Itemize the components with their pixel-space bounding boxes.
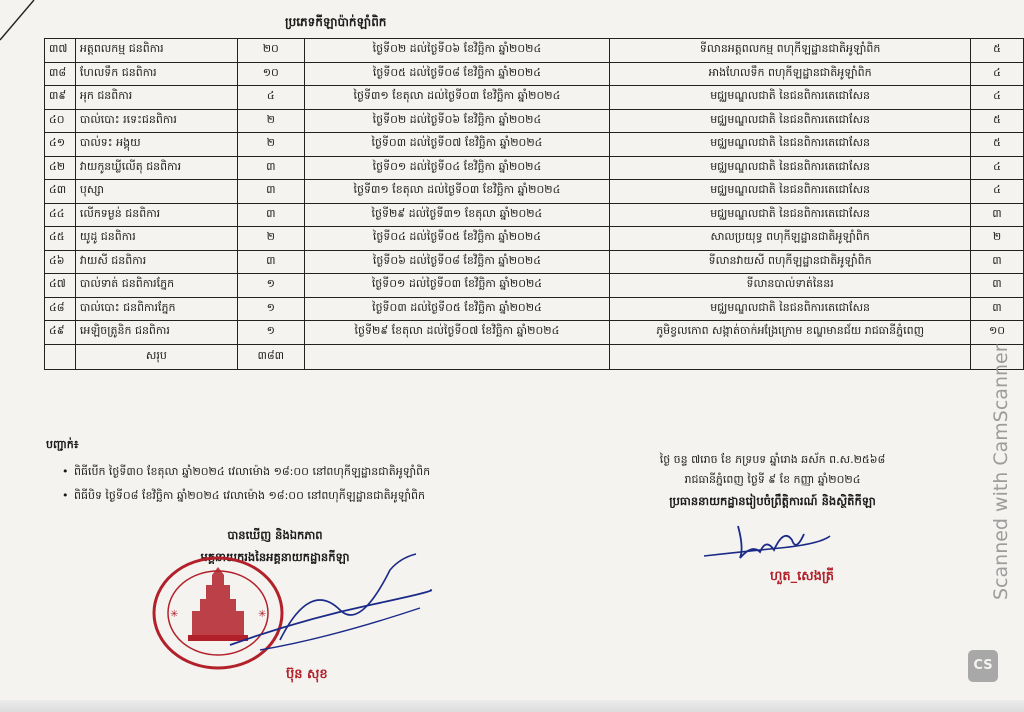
venue: មជ្ឈមណ្ឌលជាតិ នៃជនពិការតេជោសែន bbox=[610, 86, 971, 110]
duration-days: ៣ bbox=[971, 297, 1024, 321]
duration-days: ៤ bbox=[971, 180, 1024, 204]
venue: មជ្ឈមណ្ឌលជាតិ នៃជនពិការតេជោសែន bbox=[610, 203, 971, 227]
competition-dates: ថ្ងៃទី២៩ ដល់ថ្ងៃទី៣១ ខែតុលា ឆ្នាំ២០២៤ bbox=[304, 203, 610, 227]
event-count: ៣ bbox=[237, 180, 304, 204]
sport-name: បាល់ទះ អង្គុយ bbox=[75, 133, 237, 157]
signer-title-left: អគ្គនាយករងនៃអគ្គនាយកដ្ឋានកីឡា bbox=[200, 550, 350, 564]
row-number: ៤៣ bbox=[45, 180, 76, 204]
event-count: ៤ bbox=[237, 86, 304, 110]
table-row bbox=[45, 274, 1024, 298]
duration-days: ៣ bbox=[971, 274, 1024, 298]
notes-list bbox=[62, 460, 430, 508]
note-text: ពិធីបើក ថ្ងៃទី៣០ ខែតុលា ឆ្នាំ២០២៤ វេលាម៉ោង ១៨:០០ នៅពហុកីឡដ្ឋានជាតិអូឡាំពិក bbox=[74, 465, 431, 478]
total-empty-cell bbox=[610, 344, 971, 369]
row-number: ៤៨ bbox=[45, 297, 76, 321]
note-text: ពិធីបិទ ថ្ងៃទី០៨ ខែវិច្ឆិកា ឆ្នាំ២០២៤ វេលាម៉ោង ១៨:០០ នៅពហុកីឡដ្ឋានជាតិអូឡាំពិក bbox=[74, 489, 425, 502]
event-count: ២ bbox=[237, 227, 304, 251]
signature-block-right bbox=[600, 450, 945, 512]
event-count: ៣ bbox=[237, 203, 304, 227]
venue: ទីលានបាល់ទាត់នៃនរ bbox=[610, 274, 971, 298]
total-row bbox=[45, 344, 1024, 369]
venue: មជ្ឈមណ្ឌលជាតិ នៃជនពិការតេជោសែន bbox=[610, 297, 971, 321]
event-count: ២ bbox=[237, 133, 304, 157]
duration-days: ៣ bbox=[971, 250, 1024, 274]
scanner-watermark bbox=[962, 320, 1012, 690]
venue: មជ្ឈមណ្ឌលជាតិ នៃជនពិការតេជោសែន bbox=[610, 180, 971, 204]
table-row bbox=[45, 297, 1024, 321]
venue: សាលប្រយុទ្ធ ពហុកីឡដ្ឋានជាតិអូឡាំពិក bbox=[610, 227, 971, 251]
row-number: ៤៩ bbox=[45, 321, 76, 345]
competition-dates: ថ្ងៃទី០៤ ដល់ថ្ងៃទី០៥ ខែវិច្ឆិកា ឆ្នាំ២០២៤ bbox=[304, 227, 610, 251]
row-number: ៤៦ bbox=[45, 250, 76, 274]
table-row bbox=[45, 203, 1024, 227]
sport-name: បាល់ទាត់ ជនពិការភ្នែក bbox=[75, 274, 237, 298]
venue: ទីលានអត្តពលកម្ម ពហុកីឡដ្ឋានជាតិអូឡាំពិក bbox=[610, 39, 971, 63]
sport-name: លើកទម្ងន់ ជនពិការ bbox=[75, 203, 237, 227]
event-count: ១ bbox=[237, 297, 304, 321]
sport-name: អុក ជនពិការ bbox=[75, 86, 237, 110]
table-row bbox=[45, 109, 1024, 133]
row-number: ៣៨ bbox=[45, 62, 76, 86]
table-row bbox=[45, 250, 1024, 274]
table-row bbox=[45, 321, 1024, 345]
table-row bbox=[45, 227, 1024, 251]
event-count: ២ bbox=[237, 109, 304, 133]
duration-days: ៥ bbox=[971, 39, 1024, 63]
signature-mark-right bbox=[700, 518, 840, 568]
competition-dates: ថ្ងៃទី០១ ដល់ថ្ងៃទី០៣ ខែវិច្ឆិកា ឆ្នាំ២០២៤ bbox=[304, 274, 610, 298]
table-row bbox=[45, 86, 1024, 110]
venue: មជ្ឈមណ្ឌលជាតិ នៃជនពិការតេជោសែន bbox=[610, 156, 971, 180]
duration-days: ៤ bbox=[971, 86, 1024, 110]
sport-name: យូដូ ជនពិការ bbox=[75, 227, 237, 251]
table-row bbox=[45, 39, 1024, 63]
competition-dates: ថ្ងៃទី០៣ ដល់ថ្ងៃទី០៧ ខែវិច្ឆិកា ឆ្នាំ២០២៤ bbox=[304, 133, 610, 157]
notes-title: បញ្ជាក់៖ bbox=[46, 438, 79, 451]
competition-dates: ថ្ងៃទី០១ ដល់ថ្ងៃទី០៤ ខែវិច្ឆិកា ឆ្នាំ២០២៤ bbox=[304, 156, 610, 180]
competition-dates: ថ្ងៃទី០៣ ដល់ថ្ងៃទី០៥ ខែវិច្ឆិកា ឆ្នាំ២០២៤ bbox=[304, 297, 610, 321]
scan-bottom-edge bbox=[0, 700, 1024, 712]
sport-name: បុស្សា bbox=[75, 180, 237, 204]
lunar-date: ថ្ងៃ ចន្ទ ៧រោច ខែ ភទ្របទ ឆ្នាំរោង ឆស័ក ព.ស.២៥៦៨ bbox=[659, 453, 886, 466]
competition-dates: ថ្ងៃទី០២ ដល់ថ្ងៃទី០៦ ខែវិច្ឆិកា ឆ្នាំ២០២៤ bbox=[304, 39, 610, 63]
watermark-text: Scanned with CamScanner bbox=[990, 344, 1012, 600]
bullet-icon: • bbox=[62, 489, 69, 502]
competition-dates: ថ្ងៃទី២៩ ខែតុលា ដល់ថ្ងៃទី០៧ ខែវិច្ឆិកា ឆ្នាំ២០២៤ bbox=[304, 321, 610, 345]
sport-name: បាល់បោះ រទេះជនពិការ bbox=[75, 109, 237, 133]
event-count: ១ bbox=[237, 274, 304, 298]
event-count: ២០ bbox=[237, 39, 304, 63]
place-date: រាជធានីភ្នំពេញ ថ្ងៃទី ៩ ខែ កញ្ញា ឆ្នាំ២០២៤ bbox=[684, 473, 861, 486]
sport-name: អត្តពលកម្ម ជនពិការ bbox=[75, 39, 237, 63]
competition-dates: ថ្ងៃទី០៥ ដល់ថ្ងៃទី០៨ ខែវិច្ឆិកា ឆ្នាំ២០២៤ bbox=[304, 62, 610, 86]
table-row bbox=[45, 156, 1024, 180]
row-number: ៤០ bbox=[45, 109, 76, 133]
row-number: ៤២ bbox=[45, 156, 76, 180]
header-note: ប្រភេទកីឡាប៉ាក់ឡាំពិក bbox=[285, 15, 387, 29]
duration-days: ៤ bbox=[971, 156, 1024, 180]
svg-text:✳: ✳ bbox=[258, 609, 267, 620]
row-number: ៤៤ bbox=[45, 203, 76, 227]
total-label: សរុប bbox=[75, 344, 237, 369]
total-empty-cell bbox=[304, 344, 610, 369]
table-row bbox=[45, 62, 1024, 86]
signer-title-right: ប្រធាននាយកដ្ឋានរៀបចំព្រឹត្តិការណ៍ និងស្ថិតិកីឡា bbox=[669, 494, 876, 508]
row-number: ៤៧ bbox=[45, 274, 76, 298]
venue: ភូមិខ្វលកោព សង្កាត់ចាក់អង្រែក្រោម ខណ្ឌមានជ័យ រាជធានីភ្នំពេញ bbox=[610, 321, 971, 345]
row-number: ៣៩ bbox=[45, 86, 76, 110]
row-number: ៣៧ bbox=[45, 39, 76, 63]
event-count: ៣ bbox=[237, 156, 304, 180]
note-item bbox=[62, 460, 430, 484]
bullet-icon: • bbox=[62, 465, 69, 478]
note-item bbox=[62, 484, 430, 508]
event-count: ១ bbox=[237, 321, 304, 345]
duration-days: ២ bbox=[971, 227, 1024, 251]
signature-mark-left bbox=[220, 550, 440, 660]
svg-text:✳: ✳ bbox=[170, 609, 179, 620]
venue: មជ្ឈមណ្ឌលជាតិ នៃជនពិការតេជោសែន bbox=[610, 109, 971, 133]
sport-name: អេឡិចត្រូនិក ជនពិការ bbox=[75, 321, 237, 345]
approval-line: បានឃើញ និងឯកភាព bbox=[227, 528, 323, 542]
competition-dates: ថ្ងៃទី៣១ ខែតុលា ដល់ថ្ងៃទី០៣ ខែវិច្ឆិកា ឆ្នាំ២០២៤ bbox=[304, 180, 610, 204]
signer-name-right: ហួត_សេងត្រី bbox=[770, 569, 835, 584]
event-count: ១០ bbox=[237, 62, 304, 86]
duration-days: ១០ bbox=[971, 321, 1024, 345]
competition-dates: ថ្ងៃទី០២ ដល់ថ្ងៃទី០៦ ខែវិច្ឆិកា ឆ្នាំ២០២៤ bbox=[304, 109, 610, 133]
sport-name: ហែលទឹក ជនពិការ bbox=[75, 62, 237, 86]
duration-days: ៥ bbox=[971, 133, 1024, 157]
venue: មជ្ឈមណ្ឌលជាតិ នៃជនពិការតេជោសែន bbox=[610, 133, 971, 157]
table-row bbox=[45, 180, 1024, 204]
competition-dates: ថ្ងៃទី៣១ ខែតុលា ដល់ថ្ងៃទី០៣ ខែវិច្ឆិកា ឆ្នាំ២០២៤ bbox=[304, 86, 610, 110]
duration-days: ៤ bbox=[971, 62, 1024, 86]
sport-name: វាយកូនឃ្លីលើតុ ជនពិការ bbox=[75, 156, 237, 180]
table-row bbox=[45, 133, 1024, 157]
competition-dates: ថ្ងៃទី០៦ ដល់ថ្ងៃទី០៨ ខែវិច្ឆិកា ឆ្នាំ២០២៤ bbox=[304, 250, 610, 274]
signer-name-left: ប៊ុន សុខ bbox=[286, 667, 328, 682]
sport-name: បាល់បោះ ជនពិការភ្នែក bbox=[75, 297, 237, 321]
row-number: ៤៥ bbox=[45, 227, 76, 251]
duration-days: ៣ bbox=[971, 203, 1024, 227]
corner-fold-line bbox=[0, 0, 40, 50]
schedule-table bbox=[44, 38, 1024, 370]
duration-days: ៥ bbox=[971, 109, 1024, 133]
total-value: ៣៨៣ bbox=[237, 344, 304, 369]
total-empty-cell bbox=[45, 344, 76, 369]
venue: អាងហែលទឹក ពហុកីឡដ្ឋានជាតិអូឡាំពិក bbox=[610, 62, 971, 86]
venue: ទីលានវាយសី ពហុកីឡដ្ឋានជាតិអូឡាំពិក bbox=[610, 250, 971, 274]
row-number: ៤១ bbox=[45, 133, 76, 157]
camscanner-logo-icon: CS bbox=[968, 650, 998, 682]
event-count: ៣ bbox=[237, 250, 304, 274]
sport-name: វាយសី ជនពិការ bbox=[75, 250, 237, 274]
